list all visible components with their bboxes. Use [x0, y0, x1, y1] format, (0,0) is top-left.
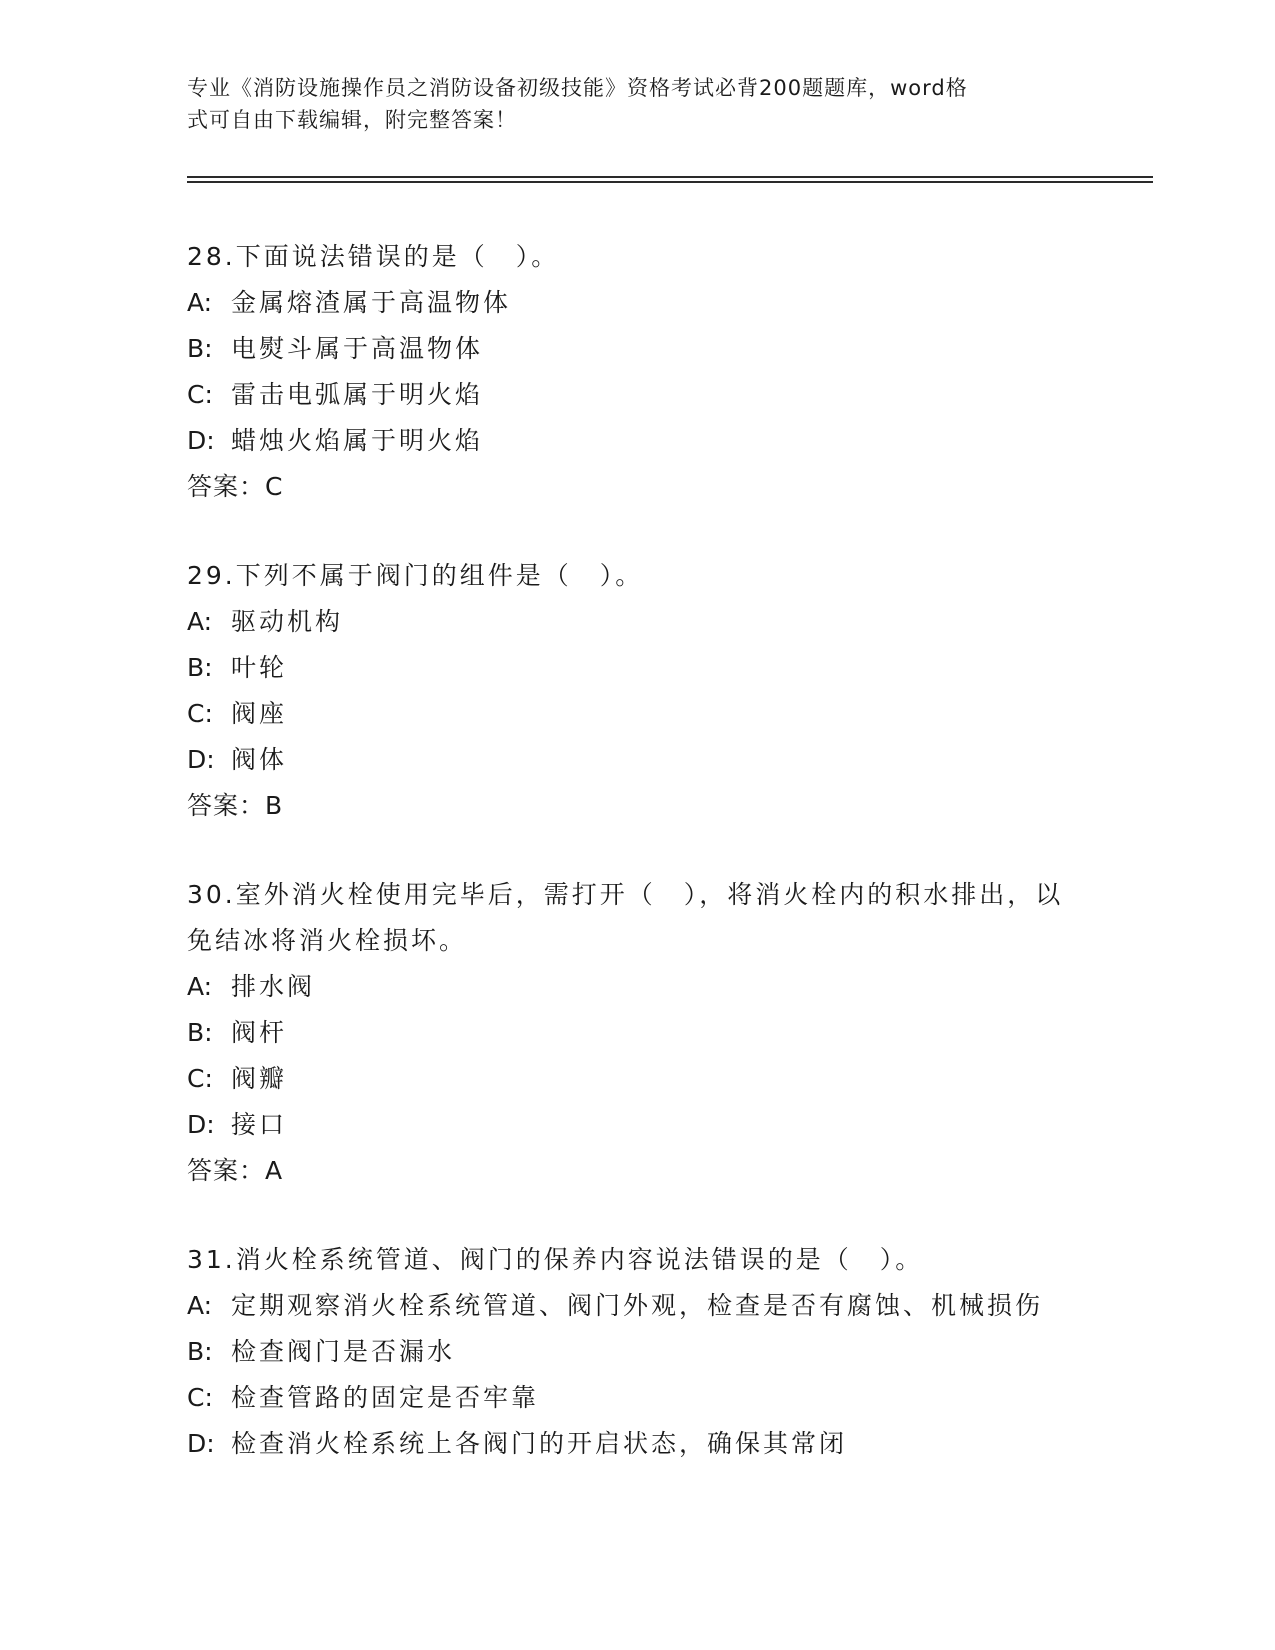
option-c: [187, 691, 1087, 737]
question-31: [187, 1237, 1087, 1467]
option-letter: A:: [187, 607, 213, 636]
option-letter: A:: [187, 288, 213, 317]
option-text: 蜡烛火焰属于明火焰: [231, 426, 484, 455]
option-text: 阀杆: [231, 1018, 288, 1047]
option-text: 雷击电弧属于明火焰: [231, 380, 484, 409]
option-a: [187, 1283, 1087, 1329]
option-text: 驱动机构: [231, 607, 344, 636]
option-letter: C:: [187, 699, 213, 728]
option-a: [187, 964, 1087, 1010]
header-line-1: 专业《消防设施操作员之消防设备初级技能》资格考试必背200题题库，word格: [187, 76, 968, 100]
option-letter: B:: [187, 653, 213, 682]
option-d: [187, 418, 1087, 464]
question-stem: 28.下面说法错误的是（ ）。: [187, 242, 560, 271]
question-28: [187, 234, 1087, 510]
option-letter: D:: [187, 1110, 215, 1139]
option-letter: C:: [187, 380, 213, 409]
option-text: 定期观察消火栓系统管道、阀门外观，检查是否有腐蚀、机械损伤: [231, 1291, 1044, 1320]
header-divider-top: [187, 176, 1153, 178]
option-b: [187, 1010, 1087, 1056]
option-letter: A:: [187, 972, 213, 1001]
option-text: 检查消火栓系统上各阀门的开启状态，确保其常闭: [231, 1429, 848, 1458]
option-letter: D:: [187, 426, 215, 455]
option-letter: B:: [187, 1337, 213, 1366]
option-text: 排水阀: [231, 972, 316, 1001]
option-a: [187, 599, 1087, 645]
answer: 答案：B: [187, 791, 284, 820]
option-b: [187, 645, 1087, 691]
document-header: [187, 72, 1087, 136]
option-letter: D:: [187, 745, 215, 774]
question-29: [187, 553, 1087, 829]
option-letter: B:: [187, 1018, 213, 1047]
option-text: 检查管路的固定是否牢靠: [231, 1383, 540, 1412]
option-b: [187, 326, 1087, 372]
option-d: [187, 1102, 1087, 1148]
option-text: 阀座: [231, 699, 288, 728]
option-d: [187, 737, 1087, 783]
option-letter: D:: [187, 1429, 215, 1458]
option-letter: A:: [187, 1291, 213, 1320]
option-b: [187, 1329, 1087, 1375]
option-text: 阀瓣: [231, 1064, 288, 1093]
option-d: [187, 1421, 1087, 1467]
question-stem: 29.下列不属于阀门的组件是（ ）。: [187, 561, 644, 590]
question-30: [187, 872, 1087, 1194]
header-line-2: 式可自由下载编辑，附完整答案！: [187, 108, 517, 132]
option-a: [187, 280, 1087, 326]
answer: 答案：C: [187, 472, 284, 501]
option-c: [187, 1056, 1087, 1102]
option-text: 金属熔渣属于高温物体: [231, 288, 512, 317]
option-letter: B:: [187, 334, 213, 363]
option-letter: C:: [187, 1383, 213, 1412]
option-text: 叶轮: [231, 653, 288, 682]
answer: 答案：A: [187, 1156, 284, 1185]
option-text: 检查阀门是否漏水: [231, 1337, 456, 1366]
question-stem: 30.室外消火栓使用完毕后，需打开（ ），将消火栓内的积水排出，以免结冰将消火栓损坏。: [187, 880, 1064, 955]
option-c: [187, 1375, 1087, 1421]
option-text: 电熨斗属于高温物体: [231, 334, 484, 363]
option-text: 接口: [231, 1110, 288, 1139]
option-c: [187, 372, 1087, 418]
option-text: 阀体: [231, 745, 288, 774]
option-letter: C:: [187, 1064, 213, 1093]
header-divider-bottom: [187, 181, 1153, 183]
question-stem: 31.消火栓系统管道、阀门的保养内容说法错误的是（ ）。: [187, 1245, 924, 1274]
